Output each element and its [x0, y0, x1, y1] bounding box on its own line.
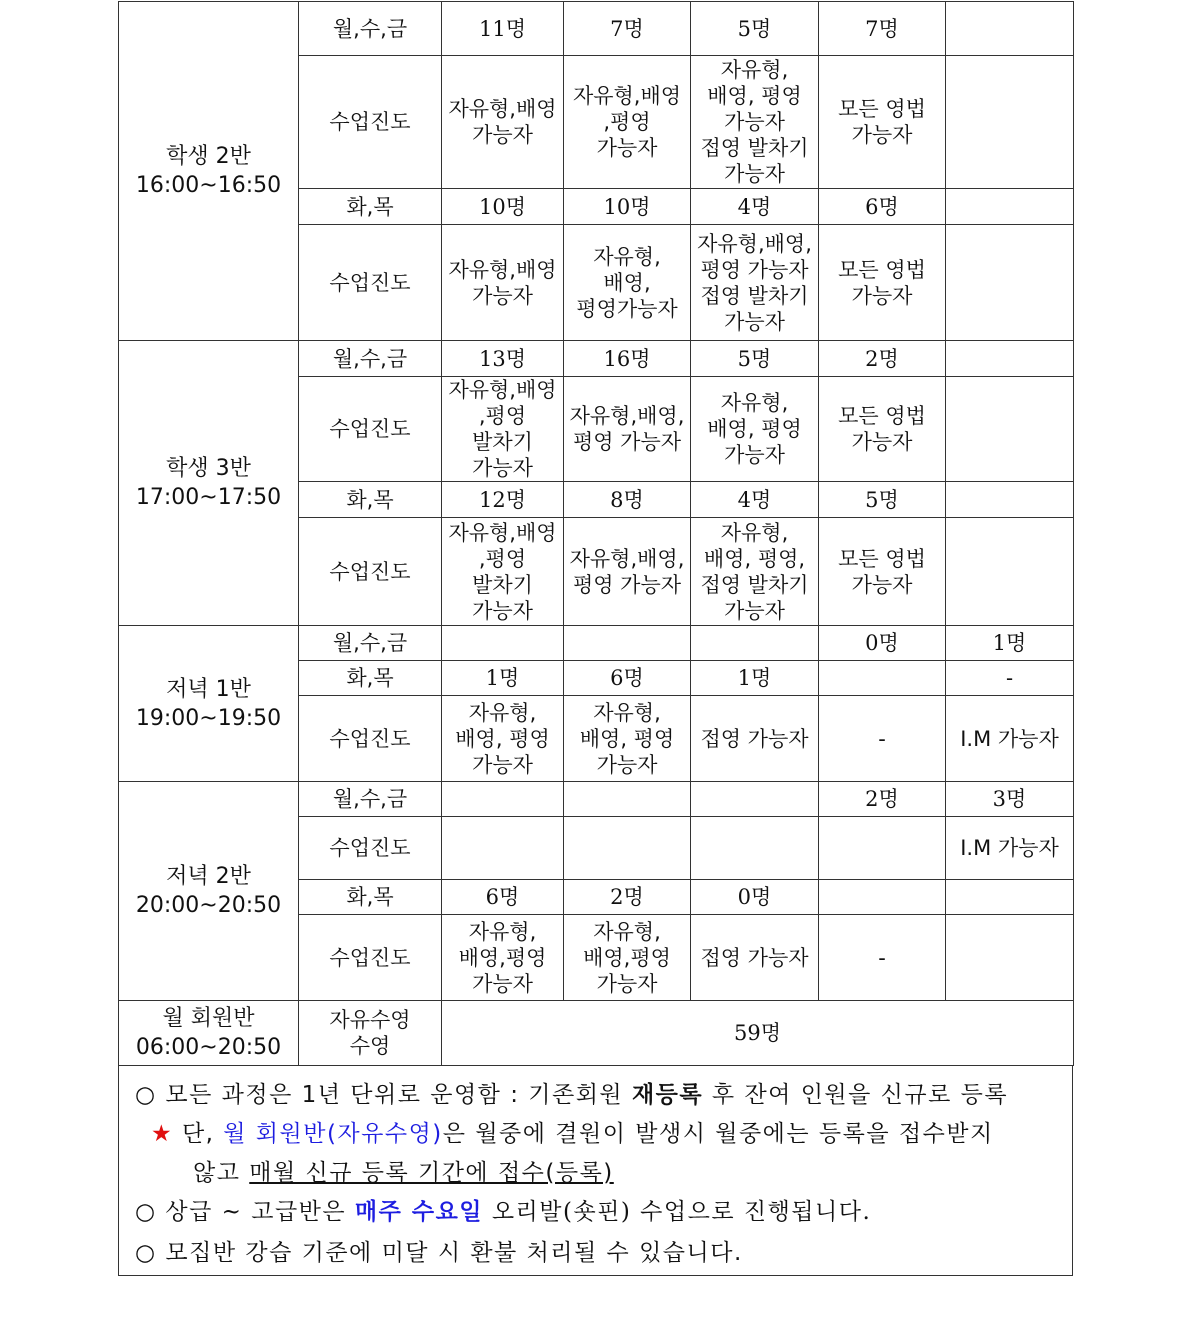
table-cell	[691, 626, 819, 661]
cell-line: I.M 가능자	[960, 836, 1059, 860]
cell-line: 배영, 평영	[455, 726, 550, 751]
cell-line: 발차기	[472, 430, 533, 454]
cell-line: 가능자	[724, 162, 785, 186]
cell-line: 가능자	[851, 123, 913, 147]
cell-line: 자유형,배영,	[697, 231, 812, 256]
table-cell: 16명	[564, 341, 691, 377]
table-cell	[442, 56, 564, 189]
cell-line: 가능자	[472, 598, 533, 623]
table-cell: 1명	[691, 661, 819, 696]
table-cell: 6명	[564, 661, 691, 696]
cell-line: 발차기	[472, 572, 533, 597]
cell-line: 가능자	[851, 283, 913, 308]
note-text: 상급 ~ 고급반은	[165, 1199, 355, 1225]
table-cell	[819, 817, 946, 880]
table-cell	[564, 696, 691, 782]
note-blue-text: 월 회원반(자유수영)	[223, 1121, 443, 1147]
table-cell	[946, 482, 1074, 518]
cell-line: 자유형,배영	[448, 257, 557, 282]
table-cell	[946, 377, 1074, 482]
note-blue-text: 매주 수요일	[354, 1198, 484, 1225]
table-cell: 7명	[564, 2, 691, 56]
bullet: ○	[135, 1082, 157, 1108]
table-cell	[442, 225, 564, 341]
table-cell	[946, 880, 1074, 915]
table-row	[119, 782, 1074, 817]
cell-line: 가능자	[472, 456, 533, 480]
cell-line: ,평영	[478, 404, 527, 428]
class-group-cell	[119, 2, 299, 341]
cell-line: 배영,	[603, 270, 651, 295]
table-cell	[564, 56, 691, 189]
table-cell: 4명	[691, 482, 819, 518]
cell-line: 접영 발차기	[700, 136, 809, 160]
cell-line: 평영 가능자	[572, 572, 682, 597]
class-time: 19:00~19:50	[135, 705, 282, 731]
table-cell	[946, 915, 1074, 1001]
cell-line: 수영	[349, 1034, 391, 1058]
cell-line: 자유형,	[593, 919, 661, 944]
table-cell: 10명	[564, 189, 691, 225]
table-cell: 5명	[819, 482, 946, 518]
cell-line: 배영, 평영,	[703, 546, 806, 571]
table-cell: 4명	[691, 189, 819, 225]
table-row	[119, 626, 1074, 661]
cell-line: 가능자	[724, 598, 785, 623]
cell-line: 모든 영법	[838, 404, 926, 428]
class-name: 학생 2반	[166, 144, 251, 169]
class-group-cell	[119, 1001, 299, 1066]
cell-line: 가능자	[724, 309, 785, 334]
table-cell: 5명	[691, 2, 819, 56]
note-line-2	[151, 1115, 994, 1148]
row-label: 수업진도	[299, 696, 442, 782]
row-label: 화,목	[299, 661, 442, 696]
cell-line: 접영 가능자	[700, 726, 809, 751]
cell-line: 자유형,	[468, 919, 537, 944]
cell-line: 접영 발차기	[700, 283, 809, 308]
cell-line: 자유형,배영	[448, 97, 557, 121]
table-cell: 10명	[442, 189, 564, 225]
table-cell	[442, 518, 564, 626]
note-text: 않고	[193, 1160, 250, 1186]
table-cell	[442, 915, 564, 1001]
note-bold-text: 재등록	[631, 1082, 704, 1108]
table-cell	[564, 817, 691, 880]
table-cell	[691, 782, 819, 817]
cell-line: 가능자	[472, 752, 533, 777]
table-cell	[819, 880, 946, 915]
row-label: 월,수,금	[299, 2, 442, 56]
cell-line: 접영 발차기	[700, 572, 809, 597]
table-cell	[946, 696, 1074, 782]
cell-line: 배영,평영	[583, 945, 671, 970]
cell-line: 접영 가능자	[700, 945, 809, 970]
class-time: 16:00~16:50	[135, 173, 282, 198]
table-cell: 13명	[442, 341, 564, 377]
cell-line: 자유수영	[329, 1008, 411, 1032]
cell-line: 자유형,	[720, 520, 789, 545]
table-cell	[946, 341, 1074, 377]
note-text: 단,	[181, 1121, 224, 1147]
star-icon: ★	[151, 1121, 174, 1147]
row-label: 화,목	[299, 880, 442, 915]
table-cell	[564, 225, 691, 341]
row-label: 수업진도	[299, 377, 442, 482]
cell-line: 평영 가능자	[700, 257, 809, 282]
cell-line: 가능자	[724, 443, 785, 467]
notes-box	[118, 1066, 1073, 1276]
table-cell	[691, 377, 819, 482]
class-group-cell	[119, 626, 299, 782]
table-cell: 7명	[819, 2, 946, 56]
table-cell	[564, 782, 691, 817]
table-cell: 6명	[819, 189, 946, 225]
cell-line: 자유형,배영	[448, 520, 557, 545]
row-label: 수업진도	[299, 225, 442, 341]
table-cell: -	[946, 661, 1074, 696]
class-group-cell	[119, 341, 299, 626]
note-text: 모든 과정은 1년 단위로 운영함 : 기존회원	[165, 1082, 632, 1108]
cell-line: 평영 가능자	[572, 430, 682, 454]
table-cell	[442, 782, 564, 817]
table-cell	[819, 377, 946, 482]
table-cell	[819, 56, 946, 189]
table-cell: 1명	[946, 626, 1074, 661]
cell-line: 가능자	[472, 283, 533, 308]
row-label: 수업진도	[299, 817, 442, 880]
note-underlined-text: 매월 신규 등록 기간에 접수(등록)	[249, 1160, 614, 1186]
cell-line: 자유형,배영	[448, 378, 557, 402]
note-text: 모집반 강습 기준에 미달 시 환불 처리될 수 있습니다.	[165, 1240, 743, 1266]
table-cell	[442, 626, 564, 661]
cell-line: 가능자	[724, 110, 785, 134]
cell-line: 배영,평영	[458, 945, 547, 970]
row-label: 수업진도	[299, 518, 442, 626]
cell-line: ,평영	[603, 110, 651, 134]
note-line-4	[135, 1193, 871, 1226]
table-cell	[442, 377, 564, 482]
bullet: ○	[135, 1240, 157, 1266]
cell-line: 모든 영법	[838, 97, 926, 121]
cell-line: 가능자	[596, 136, 658, 160]
note-line-3	[193, 1154, 614, 1187]
table-cell	[691, 225, 819, 341]
cell-line: 자유형,배영,	[569, 546, 685, 571]
cell-line: 가능자	[472, 971, 533, 996]
table-cell: 3명	[946, 782, 1074, 817]
row-label: 화,목	[299, 189, 442, 225]
table-cell	[564, 626, 691, 661]
table-cell	[691, 696, 819, 782]
cell-line: 평영가능자	[576, 296, 678, 321]
cell-line: 자유형,	[720, 391, 789, 415]
bullet: ○	[135, 1199, 157, 1225]
table-cell	[819, 225, 946, 341]
table-cell	[691, 56, 819, 189]
table-cell	[946, 189, 1074, 225]
table-cell	[946, 518, 1074, 626]
cell-line: 가능자	[596, 752, 658, 777]
cell-line: 자유형,	[593, 700, 661, 725]
table-cell	[691, 915, 819, 1001]
row-label: 월,수,금	[299, 341, 442, 377]
table-cell: 0명	[819, 626, 946, 661]
table-cell	[442, 817, 564, 880]
class-time: 17:00~17:50	[135, 485, 282, 510]
table-row	[119, 341, 1074, 377]
table-cell	[946, 2, 1074, 56]
cell-line: 모든 영법	[838, 257, 926, 282]
cell-line: -	[878, 726, 886, 751]
class-name: 월 회원반	[162, 1006, 255, 1031]
note-line-1	[135, 1076, 1008, 1109]
table-cell: 0명	[691, 880, 819, 915]
cell-line: 가능자	[851, 572, 913, 597]
cell-line: 모든 영법	[838, 546, 926, 571]
cell-line: 자유형,	[468, 700, 537, 725]
row-label: 월,수,금	[299, 626, 442, 661]
note-text: 후 잔여 인원을 신규로 등록	[703, 1082, 1009, 1108]
table-cell: 2명	[819, 782, 946, 817]
note-text: 오리발(숏핀) 수업으로 진행됩니다.	[483, 1199, 872, 1225]
table-cell: 5명	[691, 341, 819, 377]
cell-line: 가능자	[472, 123, 533, 147]
table-cell	[819, 696, 946, 782]
table-cell	[819, 661, 946, 696]
schedule-table	[118, 1, 1074, 1066]
table-cell	[564, 518, 691, 626]
table-cell: 12명	[442, 482, 564, 518]
table-cell	[691, 817, 819, 880]
table-cell: 6명	[442, 880, 564, 915]
cell-line: 가능자	[851, 430, 913, 454]
table-cell: 1명	[442, 661, 564, 696]
table-row	[119, 2, 1074, 56]
table-cell	[819, 518, 946, 626]
table-cell	[946, 225, 1074, 341]
table-cell: 11명	[442, 2, 564, 56]
cell-line: -	[878, 945, 886, 970]
cell-line: 배영, 평영	[707, 417, 802, 441]
class-name: 저녁 1반	[166, 676, 251, 702]
table-cell: 2명	[819, 341, 946, 377]
note-text: 은 월중에 결원이 발생시 월중에는 등록을 접수받지	[442, 1121, 994, 1147]
class-name: 학생 3반	[166, 456, 251, 481]
table-cell	[564, 915, 691, 1001]
table-cell	[691, 518, 819, 626]
cell-line: ,평영	[478, 546, 527, 571]
cell-line: 자유형,	[720, 58, 789, 82]
cell-line: I.M 가능자	[960, 726, 1059, 751]
note-line-5	[135, 1234, 743, 1267]
table-cell	[819, 915, 946, 1001]
row-label: 화,목	[299, 482, 442, 518]
cell-line: 자유형,배영	[572, 84, 682, 108]
cell-line: 자유형,배영,	[569, 404, 685, 428]
row-label: 수업진도	[299, 915, 442, 1001]
cell-line: 배영, 평영	[579, 726, 675, 751]
row-label	[299, 1001, 442, 1066]
cell-line: 배영, 평영	[707, 84, 802, 108]
table-cell	[442, 696, 564, 782]
cell-line: 자유형,	[593, 244, 661, 269]
table-cell	[946, 817, 1074, 880]
class-group-cell	[119, 782, 299, 1001]
class-time: 20:00~20:50	[135, 893, 282, 918]
table-cell: 2명	[564, 880, 691, 915]
cell-line: 가능자	[596, 971, 658, 996]
table-cell	[946, 56, 1074, 189]
class-name: 저녁 2반	[166, 864, 251, 889]
row-label: 수업진도	[299, 56, 442, 189]
class-time: 06:00~20:50	[135, 1035, 282, 1060]
monthly-count: 59명	[442, 1001, 1074, 1066]
table-cell	[564, 377, 691, 482]
table-cell: 8명	[564, 482, 691, 518]
table-row	[119, 1001, 1074, 1066]
row-label: 월,수,금	[299, 782, 442, 817]
